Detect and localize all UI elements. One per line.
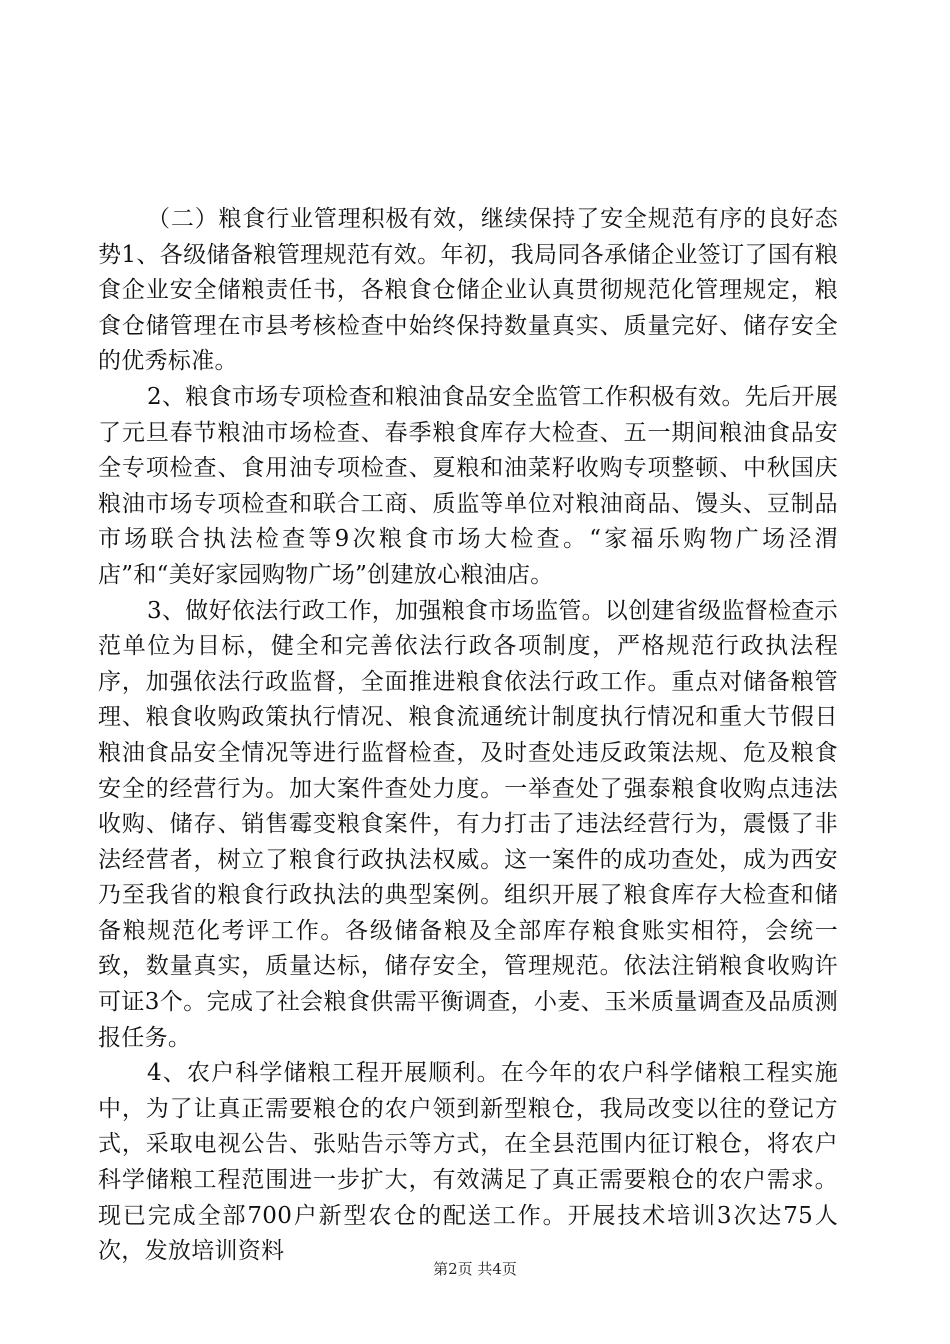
document-body — [98, 202, 838, 1270]
page-footer: 第2页 共4页 — [433, 1260, 517, 1278]
paragraph-3: 3、做好依法行政工作，加强粮食市场监管。以创建省级监督检查示范单位为目标，健全和完善依法行政各项制度，严格规范行政执法程序，加强依法行政监督，全面推进粮食依法行政工作。重点对储备粮管理、粮食收购政策执行情况、粮食流通统计制度执行情况和重大节假日粮油食品安全情况等进行监督检查，及时查处违反政策法规、危及粮食安全的经营行为。加大案件查处力度。一举查处了强泰粮食收购点违法收购、储存、销售霉变粮食案件，有力打击了违法经营行为，震慑了非法经营者，树立了粮食行政执法权威。这一案件的成功查处，成为西安乃至我省的粮食行政执法的典型案例。组织开展了粮食库存大检查和储备粮规范化考评工作。各级储备粮及全部库存粮食账实相符，会统一致，数量真实，质量达标，储存安全，管理规范。依法注销粮食收购许可证3个。完成了社会粮食供需平衡调查，小麦、玉米质量调查及品质测报任务。 — [98, 597, 838, 1051]
paragraph-4: 4、农户科学储粮工程开展顺利。在今年的农户科学储粮工程实施中，为了让真正需要粮仓的农户领到新型粮仓，我局改变以往的登记方式，采取电视公告、张贴告示等方式，在全县范围内征订粮仓，将农户科学储粮工程范围进一步扩大，有效满足了真正需要粮仓的农户需求。现已完成全部700户新型农仓的配送工作。开展技术培训3次达75人次，发放培训资料 — [98, 1060, 838, 1265]
paragraph-2: 2、粮食市场专项检查和粮油食品安全监管工作积极有效。先后开展了元旦春节粮油市场检查、春季粮食库存大检查、五一期间粮油食品安全专项检查、食用油专项检查、夏粮和油菜籽收购专项整顿、中秋国庆粮油市场专项检查和联合工商、质监等单位对粮油商品、馒头、豆制品市场联合执法检查等9次粮食市场大检查。“家福乐购物广场泾渭店”和“美好家园购物广场”创建放心粮油店。 — [98, 383, 838, 588]
paragraph-1: （二）粮食行业管理积极有效，继续保持了安全规范有序的良好态势1、各级储备粮管理规范有效。年初，我局同各承储企业签订了国有粮食企业安全储粮责任书，各粮食仓储企业认真贯彻规范化管理规定，粮食仓储管理在市县考核检查中始终保持数量真实、质量完好、储存安全的优秀标准。 — [98, 206, 838, 375]
